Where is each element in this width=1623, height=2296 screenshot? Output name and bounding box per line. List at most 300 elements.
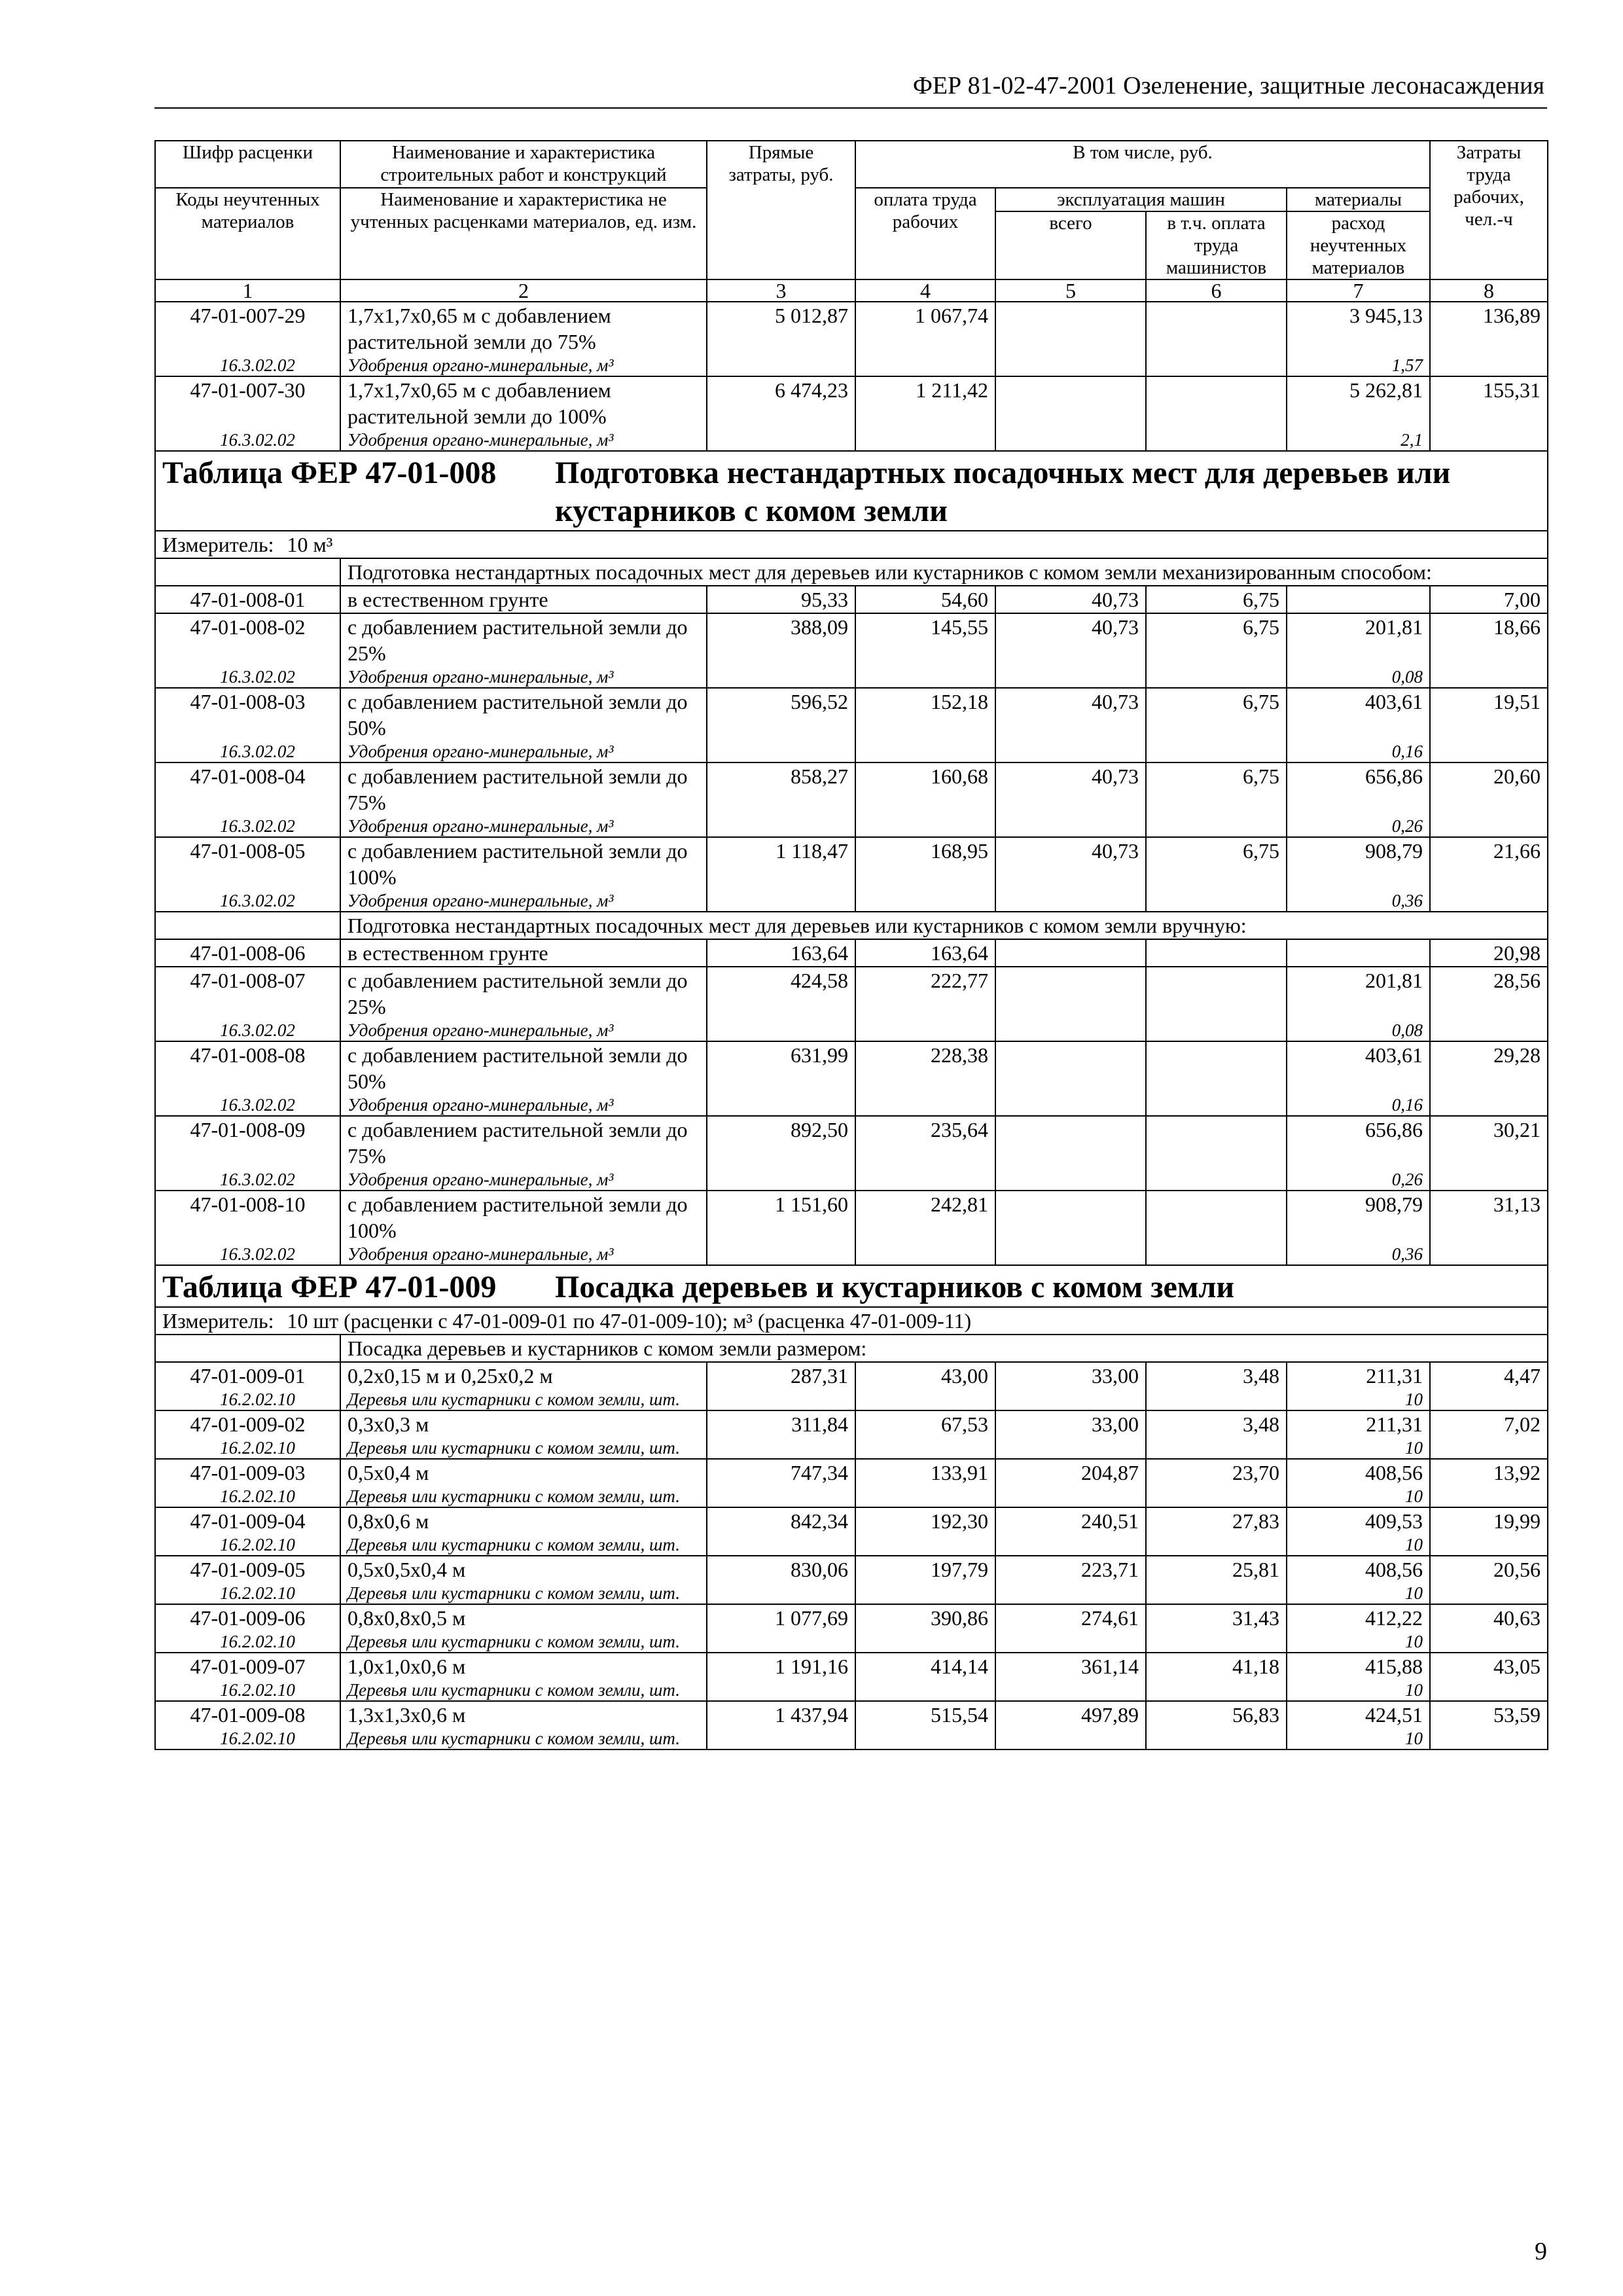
labor-hours: 19,99	[1430, 1507, 1548, 1534]
table-008-group-2: Подготовка нестандартных посадочных мест для деревьев или кустарников с комом земли вручную:	[340, 912, 1548, 939]
rate-row	[155, 1459, 1548, 1486]
rate-row	[155, 688, 1548, 741]
rate-row	[155, 302, 1548, 355]
empty-cell	[707, 1169, 855, 1191]
rate-row	[155, 762, 1548, 816]
rate-name: с добавлением растительной земли до 100%	[340, 1191, 707, 1244]
rate-row	[155, 586, 1548, 613]
empty-cell	[707, 1389, 855, 1410]
material-cost	[1287, 586, 1430, 613]
rate-code: 47-01-008-06	[155, 939, 340, 967]
table-009-number: Таблица ФЕР 47-01-009	[162, 1270, 497, 1304]
material-usage: 10	[1287, 1437, 1430, 1459]
labor-pay: 152,18	[855, 688, 995, 741]
machinist-pay	[1146, 967, 1287, 1020]
material-code: 16.2.02.10	[155, 1534, 340, 1556]
empty-cell	[707, 666, 855, 688]
material-cost: 201,81	[1287, 613, 1430, 666]
labor-pay: 43,00	[855, 1362, 995, 1389]
page-header: ФЕР 81-02-47-2001 Озеленение, защитные лесонасаждения	[912, 72, 1544, 99]
direct-cost: 311,84	[707, 1410, 855, 1437]
material-code: 16.3.02.02	[155, 1169, 340, 1191]
col-num: 2	[340, 279, 707, 302]
material-cost: 403,61	[1287, 1041, 1430, 1094]
material-cost: 412,22	[1287, 1604, 1430, 1631]
rate-name: с добавлением растительной земли до 75%	[340, 762, 707, 816]
group-spacer	[155, 912, 340, 939]
empty-cell	[1430, 355, 1548, 376]
rate-name: с добавлением растительной земли до 25%	[340, 967, 707, 1020]
empty-cell	[855, 666, 995, 688]
col-num: 8	[1430, 279, 1548, 302]
material-name: Деревья или кустарники с комом земли, шт.	[340, 1583, 707, 1604]
empty-cell	[995, 816, 1146, 837]
empty-cell	[855, 1389, 995, 1410]
rate-name: 1,0х1,0х0,6 м	[340, 1653, 707, 1679]
empty-cell	[707, 1020, 855, 1041]
table-008-meter	[155, 531, 1548, 558]
empty-cell	[855, 1728, 995, 1749]
machinist-pay: 27,83	[1146, 1507, 1287, 1534]
empty-cell	[995, 741, 1146, 762]
empty-cell	[1146, 1583, 1287, 1604]
labor-pay: 228,38	[855, 1041, 995, 1094]
header-row-1	[155, 141, 1548, 188]
empty-cell	[1430, 1486, 1548, 1507]
col-num: 6	[1146, 279, 1287, 302]
machinist-pay: 3,48	[1146, 1362, 1287, 1389]
material-code: 16.3.02.02	[155, 429, 340, 451]
table-009-title: Посадка деревьев и кустарников с комом земли	[555, 1270, 1235, 1304]
material-name: Деревья или кустарники с комом земли, шт.	[340, 1486, 707, 1507]
labor-hours: 30,21	[1430, 1116, 1548, 1169]
empty-cell	[1146, 1437, 1287, 1459]
material-code: 16.2.02.10	[155, 1486, 340, 1507]
labor-hours: 40,63	[1430, 1604, 1548, 1631]
meter-row	[155, 531, 1548, 558]
direct-cost: 388,09	[707, 613, 855, 666]
material-row	[155, 1437, 1548, 1459]
empty-cell	[1430, 1534, 1548, 1556]
material-code: 16.3.02.02	[155, 890, 340, 912]
empty-cell	[995, 1389, 1146, 1410]
empty-cell	[1146, 1244, 1287, 1265]
rate-row	[155, 837, 1548, 890]
material-name: Удобрения органо-минеральные, м³	[340, 355, 707, 376]
empty-cell	[855, 1094, 995, 1116]
material-usage: 0,16	[1287, 1094, 1430, 1116]
labor-pay: 192,30	[855, 1507, 995, 1534]
labor-hours: 7,02	[1430, 1410, 1548, 1437]
material-usage: 10	[1287, 1631, 1430, 1653]
machinist-pay: 6,75	[1146, 688, 1287, 741]
col-num: 4	[855, 279, 995, 302]
rate-row	[155, 967, 1548, 1020]
material-name: Деревья или кустарники с комом земли, шт.	[340, 1679, 707, 1701]
direct-cost: 1 191,16	[707, 1653, 855, 1679]
rate-code: 47-01-007-29	[155, 302, 340, 355]
material-code: 16.3.02.02	[155, 741, 340, 762]
table-heading-row	[155, 451, 1548, 531]
page-number: 9	[1535, 2238, 1547, 2265]
rate-row	[155, 1507, 1548, 1534]
direct-cost: 858,27	[707, 762, 855, 816]
empty-cell	[1430, 1728, 1548, 1749]
material-row	[155, 1728, 1548, 1749]
head-mat-use: расход неучтенных материалов	[1287, 211, 1430, 279]
group-row	[155, 1335, 1548, 1362]
labor-pay: 242,81	[855, 1191, 995, 1244]
material-cost: 409,53	[1287, 1507, 1430, 1534]
direct-cost: 892,50	[707, 1116, 855, 1169]
empty-cell	[1146, 666, 1287, 688]
material-row	[155, 890, 1548, 912]
head-incl-pay: в т.ч. оплата труда машинистов	[1146, 211, 1287, 279]
material-cost: 5 262,81	[1287, 376, 1430, 429]
material-cost: 3 945,13	[1287, 302, 1430, 355]
machine-cost	[995, 376, 1146, 429]
labor-hours: 18,66	[1430, 613, 1548, 666]
material-row	[155, 1389, 1548, 1410]
labor-hours: 20,98	[1430, 939, 1548, 967]
machinist-pay	[1146, 1041, 1287, 1094]
header-rule	[154, 107, 1547, 109]
material-code: 16.3.02.02	[155, 816, 340, 837]
empty-cell	[1146, 1169, 1287, 1191]
machine-cost: 223,71	[995, 1556, 1146, 1583]
empty-cell	[707, 355, 855, 376]
material-code: 16.3.02.02	[155, 355, 340, 376]
labor-pay: 67,53	[855, 1410, 995, 1437]
empty-cell	[855, 1020, 995, 1041]
head-labor: Затраты труда рабочих, чел.-ч	[1430, 141, 1548, 279]
rate-name: с добавлением растительной земли до 50%	[340, 688, 707, 741]
empty-cell	[1430, 1389, 1548, 1410]
material-code: 16.2.02.10	[155, 1728, 340, 1749]
empty-cell	[1146, 1020, 1287, 1041]
material-cost: 408,56	[1287, 1459, 1430, 1486]
material-usage: 0,08	[1287, 1020, 1430, 1041]
material-name: Удобрения органо-минеральные, м³	[340, 1244, 707, 1265]
direct-cost: 747,34	[707, 1459, 855, 1486]
material-name: Деревья или кустарники с комом земли, шт.	[340, 1534, 707, 1556]
labor-pay: 390,86	[855, 1604, 995, 1631]
rate-code: 47-01-008-02	[155, 613, 340, 666]
empty-cell	[1146, 1631, 1287, 1653]
labor-pay: 515,54	[855, 1701, 995, 1728]
direct-cost: 6 474,23	[707, 376, 855, 429]
labor-pay: 235,64	[855, 1116, 995, 1169]
empty-cell	[855, 1631, 995, 1653]
material-cost: 908,79	[1287, 1191, 1430, 1244]
empty-cell	[995, 355, 1146, 376]
machine-cost: 33,00	[995, 1362, 1146, 1389]
empty-cell	[707, 1437, 855, 1459]
rate-code: 47-01-008-03	[155, 688, 340, 741]
head-total: всего	[995, 211, 1146, 279]
rate-name: с добавлением растительной земли до 75%	[340, 1116, 707, 1169]
material-row	[155, 429, 1548, 451]
machine-cost: 40,73	[995, 837, 1146, 890]
rate-code: 47-01-009-03	[155, 1459, 340, 1486]
empty-cell	[855, 816, 995, 837]
empty-cell	[1146, 1389, 1287, 1410]
meter-label: Измеритель:	[162, 1309, 274, 1333]
machine-cost	[995, 939, 1146, 967]
material-cost	[1287, 939, 1430, 967]
machinist-pay: 6,75	[1146, 586, 1287, 613]
machine-cost: 40,73	[995, 762, 1146, 816]
material-cost: 408,56	[1287, 1556, 1430, 1583]
material-name: Деревья или кустарники с комом земли, шт.	[340, 1437, 707, 1459]
table-008-number: Таблица ФЕР 47-01-008	[162, 456, 497, 490]
table-008-heading	[155, 451, 1548, 531]
empty-cell	[995, 1020, 1146, 1041]
labor-hours: 31,13	[1430, 1191, 1548, 1244]
head-machines: эксплуатация машин	[995, 188, 1287, 211]
material-cost: 908,79	[1287, 837, 1430, 890]
table-009-group-1: Посадка деревьев и кустарников с комом земли размером:	[340, 1335, 1548, 1362]
material-cost: 415,88	[1287, 1653, 1430, 1679]
rate-name: с добавлением растительной земли до 50%	[340, 1041, 707, 1094]
rate-name: 0,5х0,5х0,4 м	[340, 1556, 707, 1583]
rate-row	[155, 939, 1548, 967]
rate-code: 47-01-008-04	[155, 762, 340, 816]
empty-cell	[855, 1486, 995, 1507]
machinist-pay: 31,43	[1146, 1604, 1287, 1631]
rate-name: 1,3х1,3х0,6 м	[340, 1701, 707, 1728]
material-cost: 403,61	[1287, 688, 1430, 741]
empty-cell	[995, 1631, 1146, 1653]
empty-cell	[707, 1679, 855, 1701]
empty-cell	[995, 1486, 1146, 1507]
empty-cell	[855, 429, 995, 451]
labor-pay: 1 067,74	[855, 302, 995, 355]
material-usage: 0,26	[1287, 1169, 1430, 1191]
material-name: Удобрения органо-минеральные, м³	[340, 741, 707, 762]
machinist-pay	[1146, 1116, 1287, 1169]
empty-cell	[855, 1583, 995, 1604]
direct-cost: 830,06	[707, 1556, 855, 1583]
meter-value: 10 м³	[287, 533, 333, 556]
direct-cost: 5 012,87	[707, 302, 855, 355]
empty-cell	[1430, 1583, 1548, 1604]
empty-cell	[995, 1244, 1146, 1265]
material-row	[155, 1244, 1548, 1265]
material-usage: 10	[1287, 1486, 1430, 1507]
empty-cell	[995, 1534, 1146, 1556]
rate-row	[155, 1653, 1548, 1679]
rate-name: 0,8х0,6 м	[340, 1507, 707, 1534]
machinist-pay	[1146, 376, 1287, 429]
empty-cell	[995, 1728, 1146, 1749]
rate-name: в естественном грунте	[340, 586, 707, 613]
empty-cell	[855, 1534, 995, 1556]
empty-cell	[1430, 1020, 1548, 1041]
material-cost: 424,51	[1287, 1701, 1430, 1728]
labor-hours: 29,28	[1430, 1041, 1548, 1094]
machine-cost	[995, 967, 1146, 1020]
material-name: Удобрения органо-минеральные, м³	[340, 816, 707, 837]
rate-code: 47-01-007-30	[155, 376, 340, 429]
empty-cell	[707, 1534, 855, 1556]
rate-row	[155, 1041, 1548, 1094]
material-row	[155, 741, 1548, 762]
labor-hours: 7,00	[1430, 586, 1548, 613]
group-row	[155, 912, 1548, 939]
labor-hours: 21,66	[1430, 837, 1548, 890]
rate-row	[155, 1191, 1548, 1244]
material-usage: 10	[1287, 1728, 1430, 1749]
direct-cost: 1 437,94	[707, 1701, 855, 1728]
rate-code: 47-01-008-09	[155, 1116, 340, 1169]
empty-cell	[707, 1728, 855, 1749]
labor-hours: 13,92	[1430, 1459, 1548, 1486]
rate-row	[155, 1410, 1548, 1437]
empty-cell	[1146, 741, 1287, 762]
rate-row	[155, 376, 1548, 429]
labor-pay: 168,95	[855, 837, 995, 890]
material-usage: 0,36	[1287, 890, 1430, 912]
rate-code: 47-01-008-01	[155, 586, 340, 613]
empty-cell	[1430, 890, 1548, 912]
material-row	[155, 1169, 1548, 1191]
group-spacer	[155, 558, 340, 586]
material-row	[155, 1583, 1548, 1604]
material-cost: 656,86	[1287, 762, 1430, 816]
column-numbers-row	[155, 279, 1548, 302]
material-row	[155, 816, 1548, 837]
empty-cell	[855, 1437, 995, 1459]
machine-cost	[995, 302, 1146, 355]
material-name: Удобрения органо-минеральные, м³	[340, 1020, 707, 1041]
rate-code: 47-01-009-06	[155, 1604, 340, 1631]
empty-cell	[995, 890, 1146, 912]
material-row	[155, 1486, 1548, 1507]
machinist-pay: 41,18	[1146, 1653, 1287, 1679]
empty-cell	[1430, 1679, 1548, 1701]
direct-cost: 631,99	[707, 1041, 855, 1094]
labor-hours: 136,89	[1430, 302, 1548, 355]
material-name: Удобрения органо-минеральные, м³	[340, 1094, 707, 1116]
table-009-meter	[155, 1307, 1548, 1335]
material-usage: 10	[1287, 1534, 1430, 1556]
labor-pay: 133,91	[855, 1459, 995, 1486]
machine-cost	[995, 1041, 1146, 1094]
material-name: Деревья или кустарники с комом земли, шт.	[340, 1728, 707, 1749]
empty-cell	[1430, 741, 1548, 762]
labor-hours: 28,56	[1430, 967, 1548, 1020]
machinist-pay	[1146, 939, 1287, 967]
empty-cell	[707, 1631, 855, 1653]
material-row	[155, 1534, 1548, 1556]
machinist-pay	[1146, 302, 1287, 355]
material-usage: 10	[1287, 1583, 1430, 1604]
material-code: 16.3.02.02	[155, 1244, 340, 1265]
labor-hours: 53,59	[1430, 1701, 1548, 1728]
empty-cell	[707, 1244, 855, 1265]
labor-pay: 1 211,42	[855, 376, 995, 429]
empty-cell	[1430, 1169, 1548, 1191]
machinist-pay: 56,83	[1146, 1701, 1287, 1728]
empty-cell	[855, 1169, 995, 1191]
empty-cell	[1430, 1631, 1548, 1653]
material-row	[155, 1631, 1548, 1653]
material-cost: 656,86	[1287, 1116, 1430, 1169]
rate-code: 47-01-009-05	[155, 1556, 340, 1583]
material-usage: 0,16	[1287, 741, 1430, 762]
labor-pay: 54,60	[855, 586, 995, 613]
material-row	[155, 1020, 1548, 1041]
empty-cell	[1146, 429, 1287, 451]
rate-code: 47-01-009-08	[155, 1701, 340, 1728]
empty-cell	[855, 1244, 995, 1265]
material-usage: 0,36	[1287, 1244, 1430, 1265]
empty-cell	[1146, 355, 1287, 376]
material-usage: 0,26	[1287, 816, 1430, 837]
rate-row	[155, 1701, 1548, 1728]
machinist-pay: 6,75	[1146, 837, 1287, 890]
empty-cell	[1430, 666, 1548, 688]
labor-pay: 222,77	[855, 967, 995, 1020]
material-code: 16.2.02.10	[155, 1631, 340, 1653]
rate-name: 0,3х0,3 м	[340, 1410, 707, 1437]
labor-hours: 20,60	[1430, 762, 1548, 816]
machinist-pay: 23,70	[1146, 1459, 1287, 1486]
labor-hours: 43,05	[1430, 1653, 1548, 1679]
empty-cell	[995, 429, 1146, 451]
rate-code: 47-01-009-04	[155, 1507, 340, 1534]
table-008-title: Подготовка нестандартных посадочных мест для деревьев или кустарников с комом земли	[555, 456, 1451, 528]
material-cost: 211,31	[1287, 1362, 1430, 1389]
rate-row	[155, 1556, 1548, 1583]
rate-code: 47-01-009-02	[155, 1410, 340, 1437]
group-row	[155, 558, 1548, 586]
empty-cell	[707, 1583, 855, 1604]
material-code: 16.2.02.10	[155, 1437, 340, 1459]
empty-cell	[707, 1094, 855, 1116]
rates-table	[154, 140, 1548, 1750]
machinist-pay: 3,48	[1146, 1410, 1287, 1437]
head-materials: материалы	[1287, 188, 1430, 211]
machine-cost: 274,61	[995, 1604, 1146, 1631]
labor-pay: 160,68	[855, 762, 995, 816]
empty-cell	[707, 429, 855, 451]
empty-cell	[1430, 816, 1548, 837]
empty-cell	[1146, 1679, 1287, 1701]
material-cost: 211,31	[1287, 1410, 1430, 1437]
head-name: Наименование и характеристика строительных работ и конструкций	[340, 141, 707, 188]
labor-hours: 19,51	[1430, 688, 1548, 741]
labor-pay: 145,55	[855, 613, 995, 666]
rate-name: 0,2х0,15 м и 0,25х0,2 м	[340, 1362, 707, 1389]
direct-cost: 95,33	[707, 586, 855, 613]
material-code: 16.2.02.10	[155, 1389, 340, 1410]
material-code: 16.3.02.02	[155, 1020, 340, 1041]
machine-cost: 204,87	[995, 1459, 1146, 1486]
empty-cell	[855, 1679, 995, 1701]
rate-name: в естественном грунте	[340, 939, 707, 967]
table-heading-row	[155, 1265, 1548, 1307]
empty-cell	[707, 816, 855, 837]
empty-cell	[1146, 816, 1287, 837]
material-name: Удобрения органо-минеральные, м³	[340, 666, 707, 688]
material-usage: 1,57	[1287, 355, 1430, 376]
head-mat-name: Наименование и характеристика не учтенных расценками материалов, ед. изм.	[340, 188, 707, 279]
empty-cell	[1146, 1534, 1287, 1556]
empty-cell	[707, 741, 855, 762]
empty-cell	[995, 1169, 1146, 1191]
